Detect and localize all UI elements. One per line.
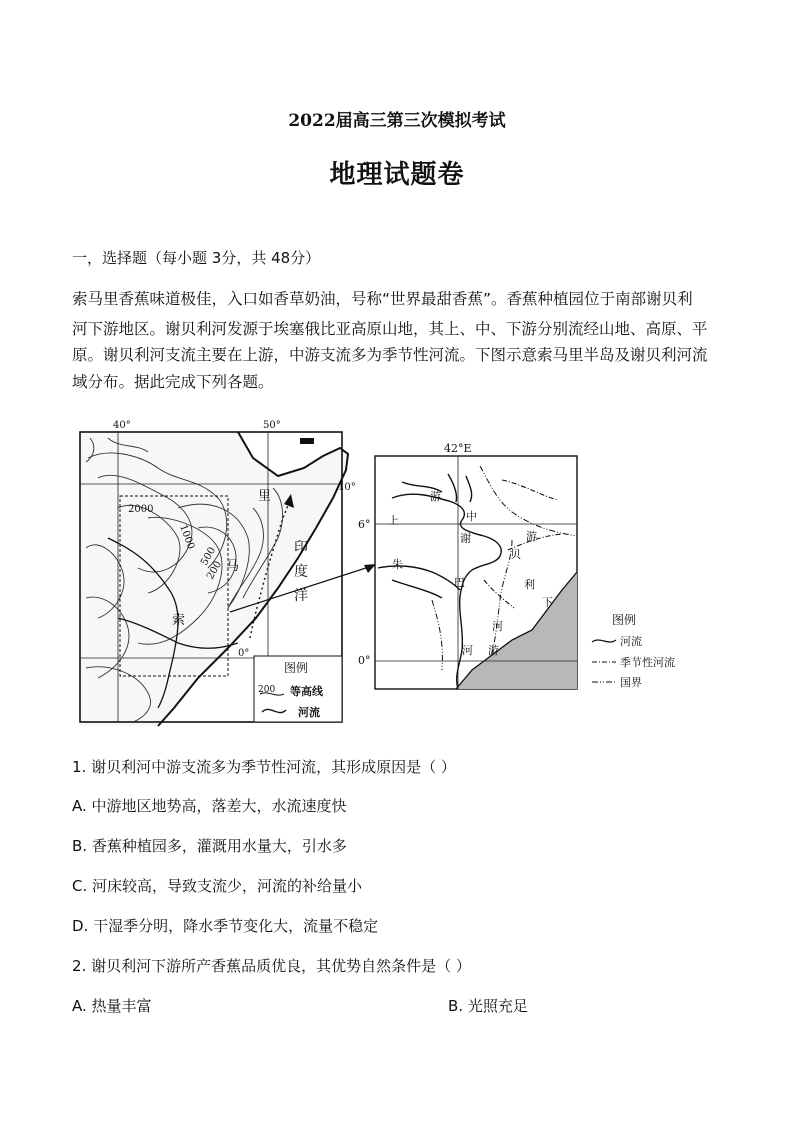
- river-char-12: 巴: [454, 576, 465, 589]
- river-char-10: 游: [488, 644, 499, 657]
- left-legend-contour-sample: 200: [258, 685, 276, 695]
- place-label-li: 里: [258, 489, 272, 504]
- river-char-11: 朱: [392, 558, 403, 571]
- right-map-legend: [592, 612, 675, 689]
- exam-title: 2022届高三第三次模拟考试: [288, 111, 506, 131]
- left-legend-river-label: 河流: [298, 706, 320, 719]
- lon-label-50: 50°: [263, 420, 281, 431]
- passage-line-1: 索马里香蕉味道极佳，入口如香草奶油，号称“世界最甜香蕉”。香蕉种植园位于南部谢贝利: [72, 290, 693, 308]
- ocean-label-2: 度: [294, 564, 308, 580]
- section-heading: 一，选择题（每小题 3分，共 48分）: [72, 249, 321, 267]
- lat-label-10: 10°: [338, 482, 356, 493]
- question-1-option-d: D. 干湿季分明，降水季节变化大，流量不稳定: [72, 917, 379, 935]
- passage-line-3: 原。谢贝利河支流主要在上游，中游支流多为季节性河流。下图示意索马里半岛及谢贝利河流: [72, 346, 708, 364]
- river-char-13: 河: [462, 644, 473, 657]
- question-2-stem: 2. 谢贝利河下游所产香蕉品质优良，其优势自然条件是（ ）: [72, 957, 471, 975]
- left-legend-contour-label: 等高线: [290, 685, 323, 698]
- river-char-4: 谢: [460, 532, 471, 545]
- connector-arrow: [230, 560, 380, 620]
- contour-label-2000: 2000: [128, 504, 154, 515]
- contour-label-1000: 1000: [177, 523, 197, 551]
- river-char-7: 利: [524, 578, 535, 591]
- river-char-3: 中: [466, 510, 477, 523]
- lon-label-40: 40°: [113, 420, 131, 431]
- question-2-option-a: A. 热量丰富: [72, 997, 152, 1015]
- right-lat-label-0: 0°: [358, 654, 371, 667]
- question-2-option-b: B. 光照充足: [448, 997, 528, 1015]
- right-lat-label-6: 6°: [358, 518, 371, 531]
- right-legend-seasonal: 季节性河流: [620, 656, 675, 669]
- ocean-label-1: 印: [294, 540, 308, 556]
- right-lon-label: 42°E: [444, 442, 472, 455]
- place-label-ma: 马: [226, 559, 240, 574]
- lat-label-0: 0°: [238, 648, 250, 659]
- right-legend-title: 图例: [612, 613, 637, 627]
- contour-label-200: 200: [205, 559, 225, 582]
- question-1-stem: 1. 谢贝利河中游支流多为季节性河流，其形成原因是（ ）: [72, 758, 456, 776]
- passage-line-2: 河下游地区。谢贝利河发源于埃塞俄比亚高原山地，其上、中、下游分别流经山地、高原、平: [72, 320, 708, 338]
- question-1-option-b: B. 香蕉种植园多，灌溉用水量大，引水多: [72, 837, 347, 855]
- river-char-9: 河: [492, 620, 503, 633]
- shebelle-river-map: [358, 440, 682, 692]
- river-char-2: 上: [388, 514, 399, 527]
- right-legend-river: 河流: [620, 635, 642, 648]
- contour-label-500: 500: [199, 545, 219, 568]
- river-char-5: 游: [526, 530, 537, 543]
- right-legend-border: 国界: [620, 676, 642, 689]
- place-label-suo: 索: [172, 613, 186, 628]
- paper-title: 地理试题卷: [329, 160, 465, 190]
- river-char-1: 游: [430, 490, 441, 503]
- left-map-legend: [254, 656, 342, 722]
- question-1-option-c: C. 河床较高，导致支流少，河流的补给量小: [72, 877, 363, 895]
- passage-line-4: 域分布。据此完成下列各题。: [72, 373, 274, 391]
- ocean-label-3: 洋: [294, 588, 308, 604]
- left-legend-title: 图例: [284, 661, 309, 675]
- river-char-6: 贝: [510, 548, 521, 561]
- river-char-8: 下: [542, 596, 553, 609]
- question-1-option-a: A. 中游地区地势高，落差大，水流速度快: [72, 797, 347, 815]
